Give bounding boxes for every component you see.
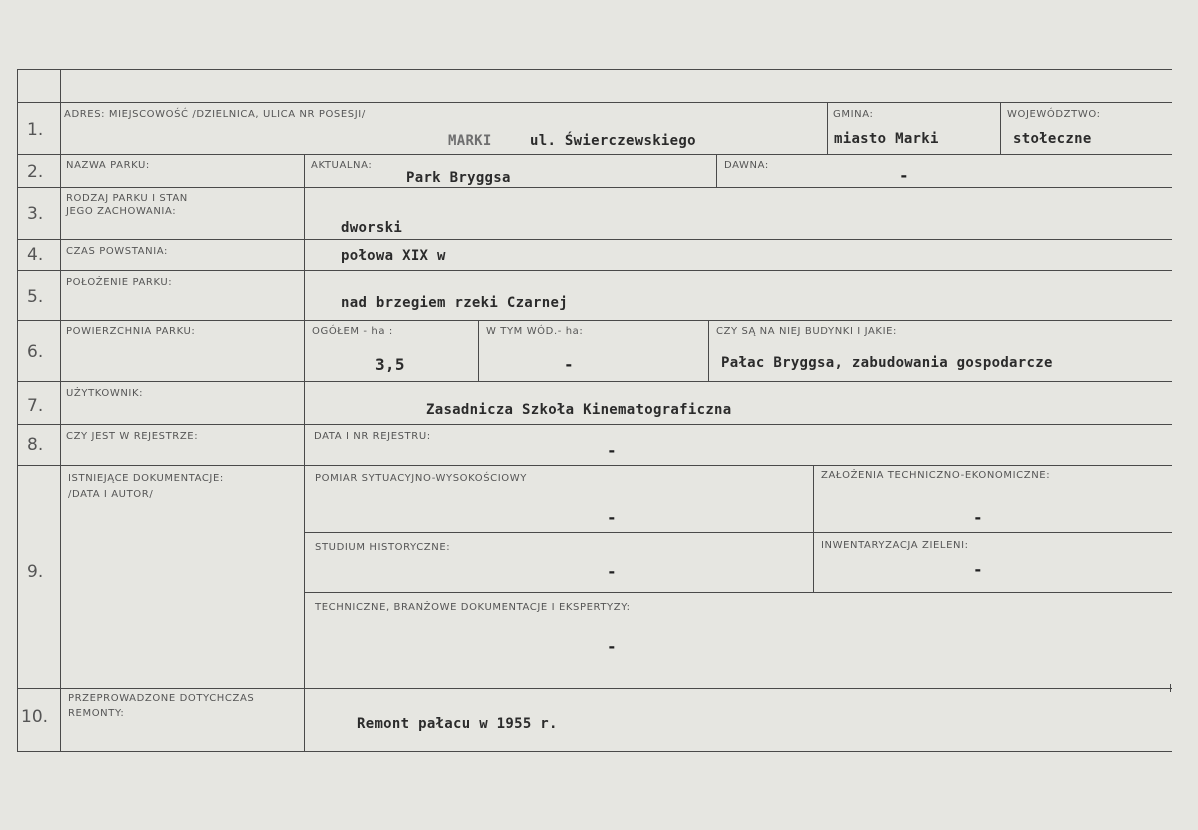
register-label: CZY JEST W REJESTRZE: xyxy=(66,431,199,442)
rule xyxy=(708,320,709,381)
buildings-value: Pałac Bryggsa, zabudowania gospodarcze xyxy=(721,355,1053,371)
rule xyxy=(17,381,1172,382)
user-label: UŻYTKOWNIK: xyxy=(66,388,144,399)
survey-value: - xyxy=(607,508,617,527)
repairs-label-line2: REMONTY: xyxy=(68,708,125,719)
rule xyxy=(17,154,1172,155)
address-street-value: ul. Świerczewskiego xyxy=(530,133,696,149)
park-type-label-line1: RODZAJ PARKU I STAN xyxy=(66,193,188,204)
row-number-9: 9. xyxy=(27,562,44,582)
row-number-6: 6. xyxy=(27,342,44,362)
location-label: POŁOŻENIE PARKU: xyxy=(66,277,173,288)
current-name-value: Park Bryggsa xyxy=(406,170,511,186)
rule xyxy=(305,532,1172,533)
rule xyxy=(17,751,1172,752)
rule xyxy=(305,592,1172,593)
row-number-3: 3. xyxy=(27,204,44,224)
park-type-value: dworski xyxy=(341,220,403,236)
rule xyxy=(1170,684,1171,692)
gmina-value: miasto Marki xyxy=(834,131,939,147)
register-number-label: DATA I NR REJESTRU: xyxy=(314,431,431,442)
rule xyxy=(17,69,18,752)
history-study-label: STUDIUM HISTORYCZNE: xyxy=(315,542,451,553)
repairs-label-line1: PRZEPROWADZONE DOTYCHCZAS xyxy=(68,693,255,704)
rule xyxy=(60,69,61,752)
wojewodztwo-label: WOJEWÓDZTWO: xyxy=(1007,109,1101,120)
former-name-label: DAWNA: xyxy=(724,160,769,171)
documentation-label-line2: /DATA I AUTOR/ xyxy=(68,489,154,500)
wojewodztwo-value: stołeczne xyxy=(1013,131,1092,147)
address-town-value: MARKI xyxy=(448,133,492,149)
rule xyxy=(17,465,1172,466)
creation-time-label: CZAS POWSTANIA: xyxy=(66,246,168,257)
park-type-label-line2: JEGO ZACHOWANIA: xyxy=(66,206,177,217)
history-study-value: - xyxy=(607,562,617,581)
creation-time-value: połowa XIX w xyxy=(341,248,446,264)
address-label: ADRES: MIEJSCOWOŚĆ /DZIELNICA, ULICA NR POSESJI/ xyxy=(64,109,366,120)
rule xyxy=(17,688,1172,689)
park-name-label: NAZWA PARKU: xyxy=(66,160,150,171)
rule xyxy=(17,102,1172,103)
greenery-inventory-value: - xyxy=(973,560,983,579)
tech-econ-value: - xyxy=(973,508,983,527)
rule xyxy=(478,320,479,381)
rule xyxy=(17,270,1172,271)
rule xyxy=(17,239,1172,240)
survey-label: POMIAR SYTUACYJNO-WYSOKOŚCIOWY xyxy=(315,473,527,484)
buildings-label: CZY SĄ NA NIEJ BUDYNKI I JAKIE: xyxy=(716,326,898,337)
register-number-value: - xyxy=(607,441,617,460)
row-number-8: 8. xyxy=(27,435,44,455)
documentation-label-line1: ISTNIEJĄCE DOKUMENTACJE: xyxy=(68,473,224,484)
row-number-10: 10. xyxy=(21,707,49,727)
greenery-inventory-label: INWENTARYZACJA ZIELENI: xyxy=(821,540,969,551)
area-water-label: W TYM WÓD.- ha: xyxy=(486,326,584,337)
technical-docs-label: TECHNICZNE, BRANŻOWE DOKUMENTACJE I EKSPERTYZY: xyxy=(315,602,631,613)
rule xyxy=(813,465,814,592)
former-name-value: - xyxy=(899,166,909,185)
rule xyxy=(716,154,717,187)
tech-econ-label: ZAŁOŻENIA TECHNICZNO-EKONOMICZNE: xyxy=(821,470,1051,481)
repairs-value: Remont pałacu w 1955 r. xyxy=(357,716,558,732)
gmina-label: GMINA: xyxy=(833,109,874,120)
rule xyxy=(17,320,1172,321)
rule xyxy=(827,102,828,154)
row-number-4: 4. xyxy=(27,245,44,265)
row-number-5: 5. xyxy=(27,287,44,307)
area-total-label: OGÓŁEM - ha : xyxy=(312,326,393,337)
technical-docs-value: - xyxy=(607,637,617,656)
location-value: nad brzegiem rzeki Czarnej xyxy=(341,295,568,311)
row-number-1: 1. xyxy=(27,120,44,140)
rule xyxy=(1000,102,1001,154)
rule xyxy=(17,187,1172,188)
rule xyxy=(17,424,1172,425)
current-name-label: AKTUALNA: xyxy=(311,160,373,171)
row-number-2: 2. xyxy=(27,162,44,182)
area-water-value: - xyxy=(564,355,574,374)
area-total-value: 3,5 xyxy=(375,355,405,374)
rule xyxy=(304,154,305,752)
rule xyxy=(17,69,1172,70)
area-label: POWIERZCHNIA PARKU: xyxy=(66,326,196,337)
row-number-7: 7. xyxy=(27,396,44,416)
user-value: Zasadnicza Szkoła Kinematograficzna xyxy=(426,402,732,418)
